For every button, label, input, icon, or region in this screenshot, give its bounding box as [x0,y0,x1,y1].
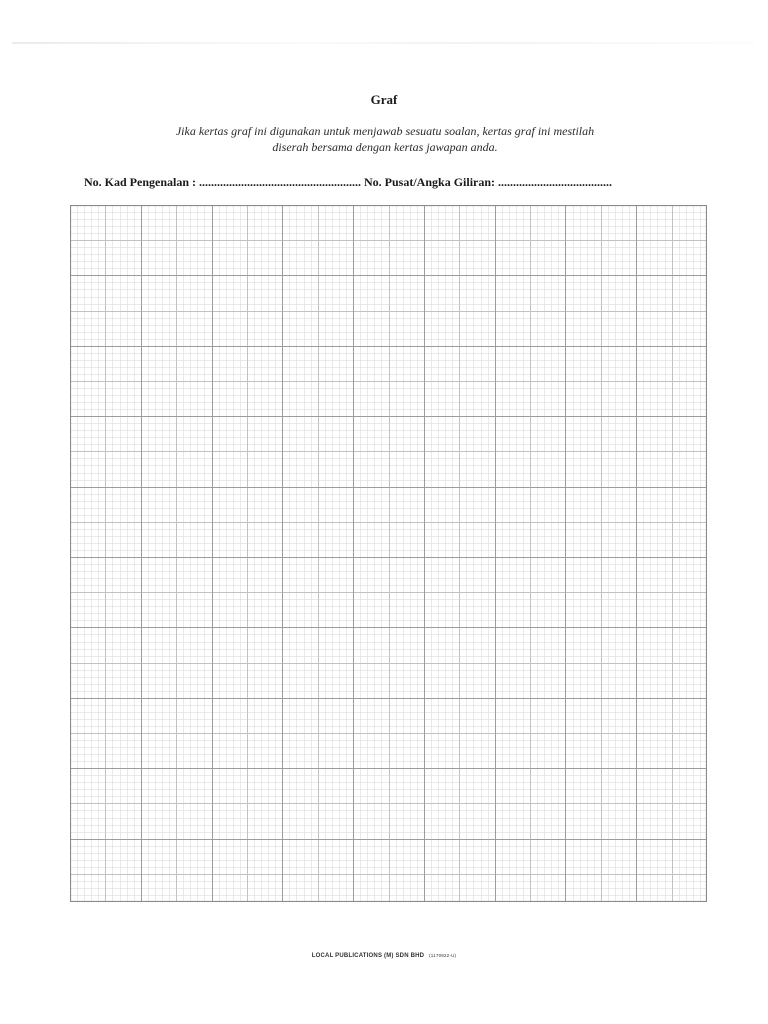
graph-grid-svg [70,205,707,902]
publisher-code: (1170922-U) [429,953,457,958]
page-title: Graf [370,92,398,107]
publisher-name: LOCAL PUBLICATIONS (M) SDN BHD [311,953,425,959]
center-field[interactable]: ...................................... [498,175,613,189]
scan-edge [12,42,756,44]
graph-paper-grid[interactable] [70,205,707,902]
ic-label: No. Kad Pengenalan : [84,175,197,189]
ic-field[interactable]: ...................................................... [199,175,362,189]
identification-line [84,175,724,190]
instruction-line-2: diserah bersama dengan kertas jawapan anda. [272,140,498,154]
grid-border [71,206,707,902]
instruction-line-1: Jika kertas graf ini digunakan untuk menjawab sesuatu soalan, kertas graf ini mestilah [175,124,595,138]
instruction-text [130,123,640,155]
center-label: No. Pusat/Angka Giliran: [364,175,496,189]
publisher-footer [0,953,768,959]
